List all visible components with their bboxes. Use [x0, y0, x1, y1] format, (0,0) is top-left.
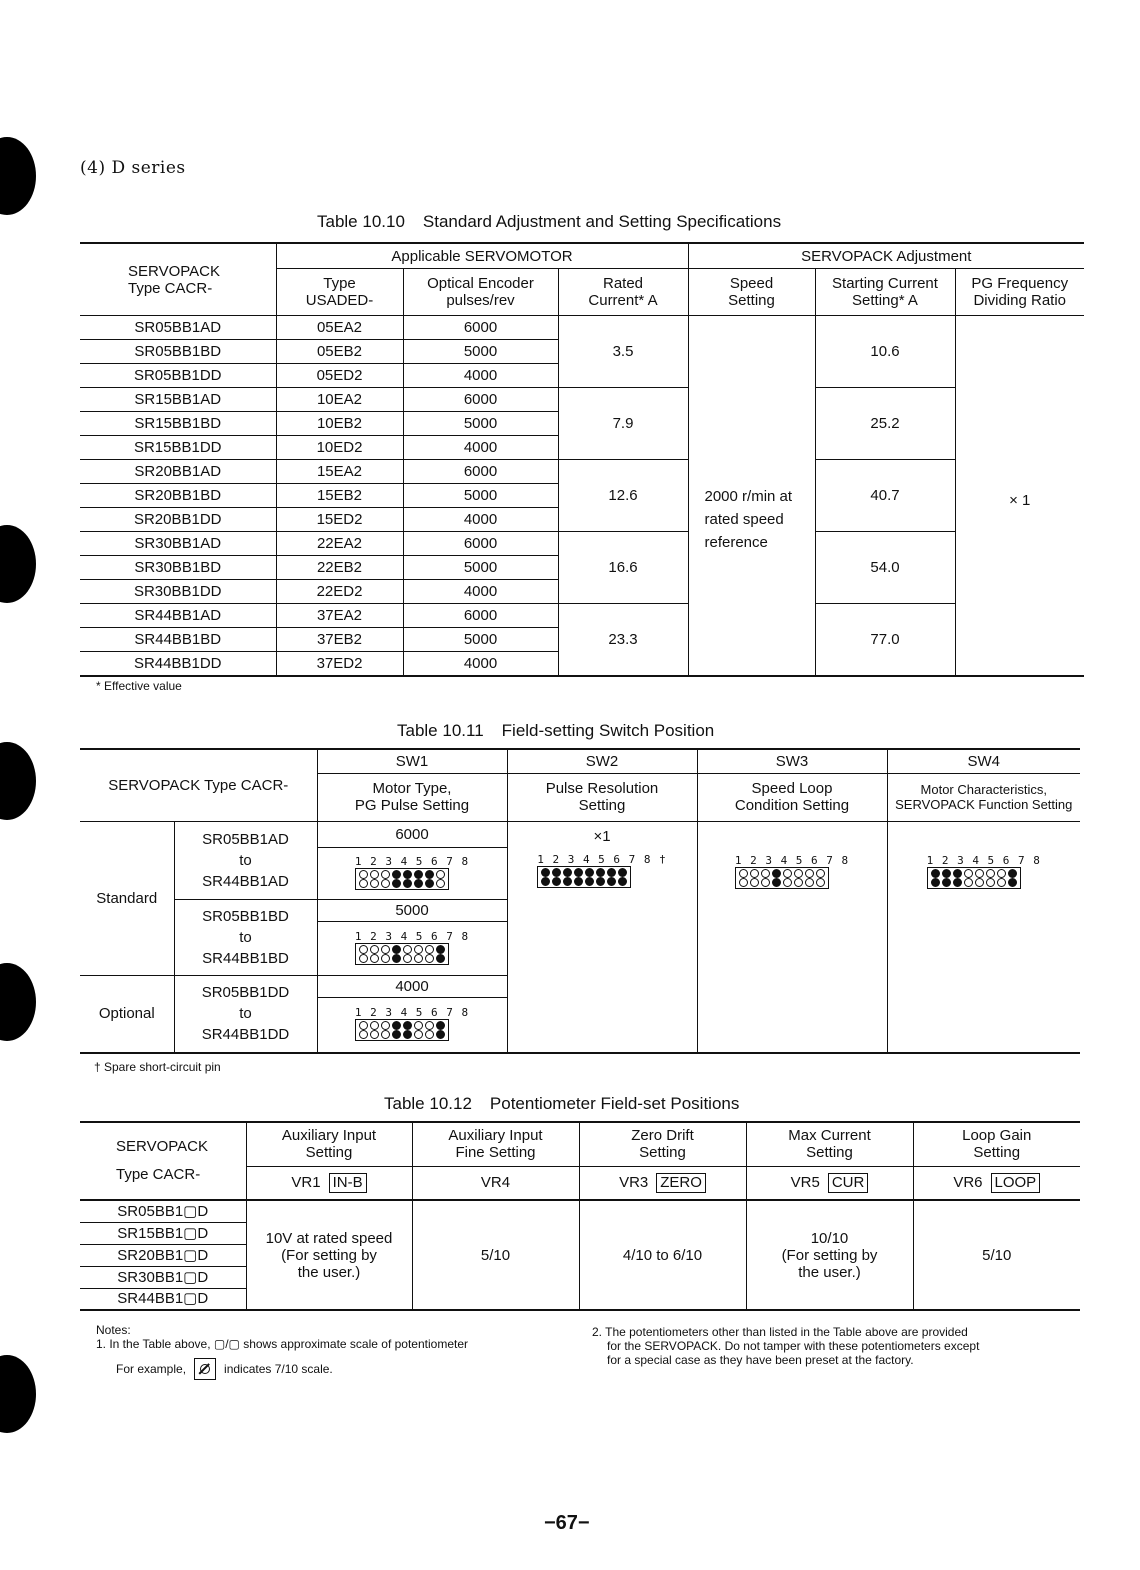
pin-open	[403, 945, 412, 954]
sw1-pins-cell: 1 2 3 4 5 6 7 8	[317, 847, 507, 899]
pin-open	[414, 954, 423, 963]
pin-open	[986, 869, 995, 878]
spec-row	[80, 532, 1084, 556]
encoder-pulses: 5000	[403, 556, 558, 580]
pot-row: SR44BB1▢D	[80, 1288, 246, 1310]
vr6-value: 5/10	[913, 1200, 1080, 1310]
switch-pin-row	[359, 1021, 445, 1030]
pin-shorted	[596, 877, 605, 886]
pin-open	[425, 945, 434, 954]
header-sw3: SW3	[697, 749, 887, 773]
header-servopack-adjustment: SERVOPACK Adjustment	[688, 243, 1084, 269]
pin-open	[816, 869, 825, 878]
pin-shorted	[618, 868, 627, 877]
pin-open	[761, 869, 770, 878]
rated-current: 12.6	[558, 460, 688, 532]
header-max-current: Max Current Setting	[746, 1122, 913, 1166]
pin-shorted	[425, 879, 434, 888]
starting-current: 77.0	[815, 604, 955, 677]
pin-shorted	[541, 868, 550, 877]
pin-open	[381, 1030, 390, 1039]
pin-shorted	[541, 877, 550, 886]
sw3-setting: 1 2 3 4 5 6 7 8	[697, 821, 887, 1053]
note-example: For example, indicates 7/10 scale.	[116, 1358, 333, 1380]
vr5-value: 10/10 (For setting by the user.)	[746, 1200, 913, 1310]
pin-shorted	[392, 870, 401, 879]
note-1: 1. In the Table above, ▢/▢ shows approximate scale of potentiometer	[96, 1337, 468, 1351]
pin-open	[370, 870, 379, 879]
pin-open	[761, 878, 770, 887]
starting-current: 25.2	[815, 388, 955, 460]
pot-row: SR20BB1▢D	[80, 1244, 246, 1266]
header-loop-gain: Loop Gain Setting	[913, 1122, 1080, 1166]
motor-type: 10EB2	[276, 412, 403, 436]
pin-shorted	[392, 945, 401, 954]
pin-shorted	[436, 954, 445, 963]
switch-pin-row	[931, 869, 1017, 878]
motor-type: 05EA2	[276, 316, 403, 340]
sw1-pins-ad	[355, 868, 449, 890]
pin-open	[794, 869, 803, 878]
switch-pin-row	[359, 945, 445, 954]
pin-open	[425, 1021, 434, 1030]
binder-hole	[0, 1355, 36, 1433]
pin-open	[359, 870, 368, 879]
motor-type: 37EA2	[276, 604, 403, 628]
pin-open	[436, 870, 445, 879]
servopack-type: SR15BB1DD	[80, 436, 276, 460]
header-starting-current: Starting Current Setting* A	[815, 269, 955, 316]
table1-caption: Table 10.10 Standard Adjustment and Setting Specifications	[317, 212, 782, 231]
pin-open	[739, 878, 748, 887]
encoder-pulses: 4000	[403, 652, 558, 677]
pin-open	[414, 1030, 423, 1039]
sw1-pulse-5000: 5000	[317, 899, 507, 921]
header-sw2: SW2	[507, 749, 697, 773]
pin-open	[805, 869, 814, 878]
encoder-pulses: 6000	[403, 460, 558, 484]
encoder-pulses: 6000	[403, 604, 558, 628]
adjustment-spec-table	[80, 242, 1084, 677]
speed-setting-line: 2000 r/min at	[704, 488, 793, 505]
switch-pin-row	[541, 868, 627, 877]
range-ad: SR05BB1AD to SR44BB1AD	[174, 821, 317, 899]
sw1-pins-dd	[355, 1019, 449, 1041]
motor-type: 10ED2	[276, 436, 403, 460]
sw1-pins-cell: 1 2 3 4 5 6 7 8	[317, 997, 507, 1053]
rated-current: 23.3	[558, 604, 688, 677]
pin-shorted	[563, 868, 572, 877]
servopack-type: SR44BB1BD	[80, 628, 276, 652]
pin-shorted	[552, 868, 561, 877]
header-aux-input: Auxiliary Input Setting	[246, 1122, 412, 1166]
switch-pin-row	[739, 869, 825, 878]
vr1-value: 10V at rated speed (For setting by the user.)	[246, 1200, 412, 1310]
switch-pin-row	[739, 878, 825, 887]
pin-open	[436, 879, 445, 888]
table2-caption: Table 10.11 Field-setting Switch Position	[397, 721, 715, 740]
pin-open	[370, 1021, 379, 1030]
starting-current: 40.7	[815, 460, 955, 532]
encoder-pulses: 5000	[403, 340, 558, 364]
header-servopack: SERVOPACK Type CACR-	[80, 243, 276, 316]
header-type: Type USADED-	[276, 269, 403, 316]
servopack-type: SR15BB1AD	[80, 388, 276, 412]
encoder-pulses: 6000	[403, 388, 558, 412]
pin-open	[739, 869, 748, 878]
rated-current: 7.9	[558, 388, 688, 460]
servopack-type: SR30BB1DD	[80, 580, 276, 604]
servopack-type: SR05BB1DD	[80, 364, 276, 388]
pin-shorted	[392, 1030, 401, 1039]
sw2-pins	[537, 866, 631, 888]
header-applicable-servomotor: Applicable SERVOMOTOR	[276, 243, 688, 269]
motor-type: 22EB2	[276, 556, 403, 580]
sw2-description: Pulse Resolution Setting	[507, 773, 697, 821]
pin-open	[750, 869, 759, 878]
motor-type: 05EB2	[276, 340, 403, 364]
sw1-pins-cell: 1 2 3 4 5 6 7 8	[317, 921, 507, 975]
pin-open	[359, 879, 368, 888]
encoder-pulses: 5000	[403, 628, 558, 652]
pin-open	[414, 1021, 423, 1030]
header-zero-drift: Zero Drift Setting	[579, 1122, 746, 1166]
encoder-pulses: 6000	[403, 532, 558, 556]
pin-open	[381, 954, 390, 963]
pin-open	[381, 870, 390, 879]
pin-shorted	[392, 879, 401, 888]
pin-open	[794, 878, 803, 887]
pin-shorted	[772, 878, 781, 887]
pin-open	[370, 1030, 379, 1039]
motor-type: 15ED2	[276, 508, 403, 532]
pin-open	[414, 945, 423, 954]
sw4-setting: 1 2 3 4 5 6 7 8	[887, 821, 1080, 1053]
vr4-value: 5/10	[412, 1200, 579, 1310]
pin-open	[370, 954, 379, 963]
pin-shorted	[552, 877, 561, 886]
pin-open	[986, 878, 995, 887]
pin-shorted	[953, 869, 962, 878]
pin-open	[370, 945, 379, 954]
optional-label: Optional	[80, 975, 174, 1053]
pin-shorted	[942, 878, 951, 887]
pin-open	[425, 1030, 434, 1039]
encoder-pulses: 4000	[403, 364, 558, 388]
potentiometer-scale-icon	[194, 1358, 216, 1380]
pin-open	[997, 869, 1006, 878]
motor-type: 15EB2	[276, 484, 403, 508]
pin-open	[975, 869, 984, 878]
header-speed-setting: Speed Setting	[688, 269, 815, 316]
pin-shorted	[931, 878, 940, 887]
pin-shorted	[425, 870, 434, 879]
motor-type: 22EA2	[276, 532, 403, 556]
pin-open	[964, 878, 973, 887]
vr4-header: VR4	[412, 1166, 579, 1200]
servopack-type: SR15BB1BD	[80, 412, 276, 436]
switch-pin-row	[359, 954, 445, 963]
spec-row	[80, 460, 1084, 484]
pin-shorted	[414, 870, 423, 879]
pin-shorted	[436, 1030, 445, 1039]
pin-shorted	[574, 868, 583, 877]
encoder-pulses: 6000	[403, 316, 558, 340]
sw1-pulse-4000: 4000	[317, 975, 507, 997]
header-encoder: Optical Encoder pulses/rev	[403, 269, 558, 316]
pin-shorted	[574, 877, 583, 886]
pot-row: SR05BB1▢D	[80, 1200, 246, 1222]
pin-open	[805, 878, 814, 887]
pin-open	[975, 878, 984, 887]
pin-shorted	[942, 869, 951, 878]
pin-shorted	[403, 1021, 412, 1030]
speed-setting-line: rated speed	[704, 511, 784, 528]
pin-shorted	[931, 869, 940, 878]
sw1-description: Motor Type, PG Pulse Setting	[317, 773, 507, 821]
pin-shorted	[607, 868, 616, 877]
pin-shorted	[772, 869, 781, 878]
pin-open	[359, 945, 368, 954]
vr6-header: VR6 LOOP	[913, 1166, 1080, 1200]
motor-type: 37ED2	[276, 652, 403, 677]
sw1-pulse-6000: 6000	[317, 821, 507, 847]
pin-shorted	[1008, 869, 1017, 878]
header-aux-fine: Auxiliary Input Fine Setting	[412, 1122, 579, 1166]
table2-footnote: † Spare short-circuit pin	[94, 1060, 221, 1074]
binder-hole	[0, 137, 36, 215]
spec-row	[80, 388, 1084, 412]
vr1-header: VR1 IN-B	[246, 1166, 412, 1200]
starting-current: 10.6	[815, 316, 955, 388]
encoder-pulses: 5000	[403, 412, 558, 436]
speed-setting-line: reference	[704, 534, 768, 551]
motor-type: 10EA2	[276, 388, 403, 412]
table1-footnote: * Effective value	[96, 679, 182, 693]
potentiometer-table	[80, 1121, 1080, 1311]
notes-heading: Notes:	[96, 1323, 131, 1337]
starting-current: 54.0	[815, 532, 955, 604]
servopack-type: SR30BB1BD	[80, 556, 276, 580]
servopack-type: SR44BB1DD	[80, 652, 276, 677]
header-servopack-type: SERVOPACK Type CACR-	[80, 749, 317, 821]
pin-open	[783, 878, 792, 887]
page-number: −67−	[544, 1512, 590, 1534]
pin-shorted	[953, 878, 962, 887]
pin-open	[997, 878, 1006, 887]
servopack-type: SR30BB1AD	[80, 532, 276, 556]
servopack-type: SR20BB1DD	[80, 508, 276, 532]
standard-label: Standard	[80, 821, 174, 975]
vr3-header: VR3 ZERO	[579, 1166, 746, 1200]
pin-shorted	[585, 877, 594, 886]
pin-shorted	[403, 1030, 412, 1039]
spec-row	[80, 316, 1084, 340]
pin-shorted	[585, 868, 594, 877]
pin-open	[381, 879, 390, 888]
binder-hole	[0, 742, 36, 820]
pin-open	[359, 1021, 368, 1030]
pin-shorted	[392, 954, 401, 963]
pin-shorted	[403, 879, 412, 888]
binder-hole	[0, 525, 36, 603]
sw1-pins-bd	[355, 943, 449, 965]
switch-pin-row	[359, 1030, 445, 1039]
pin-open	[750, 878, 759, 887]
range-dd: SR05BB1DD to SR44BB1DD	[174, 975, 317, 1053]
pin-shorted	[414, 879, 423, 888]
servopack-type: SR05BB1AD	[80, 316, 276, 340]
spare-pin-mark: †	[659, 852, 667, 866]
pin-open	[783, 869, 792, 878]
pin-shorted	[563, 877, 572, 886]
encoder-pulses: 4000	[403, 508, 558, 532]
pg-dividing-ratio: × 1	[955, 316, 1084, 677]
pin-open	[359, 954, 368, 963]
encoder-pulses: 4000	[403, 436, 558, 460]
section-title: (4) D series	[80, 158, 186, 178]
pin-shorted	[436, 945, 445, 954]
switch-pin-row	[359, 870, 445, 879]
header-pg-ratio: PG Frequency Dividing Ratio	[955, 269, 1084, 316]
pin-shorted	[392, 1021, 401, 1030]
switch-pin-row	[931, 878, 1017, 887]
speed-setting	[688, 316, 815, 677]
pin-open	[964, 869, 973, 878]
pin-open	[425, 954, 434, 963]
sw3-pins	[735, 867, 829, 889]
rated-current: 16.6	[558, 532, 688, 604]
pin-shorted	[436, 1021, 445, 1030]
binder-hole	[0, 963, 36, 1041]
pin-open	[381, 1021, 390, 1030]
sw4-description: Motor Characteristics, SERVOPACK Function Setting	[887, 773, 1080, 821]
vr5-header: VR5 CUR	[746, 1166, 913, 1200]
pin-open	[381, 945, 390, 954]
motor-type: 05ED2	[276, 364, 403, 388]
spec-row	[80, 604, 1084, 628]
header-sw4: SW4	[887, 749, 1080, 773]
header-sw1: SW1	[317, 749, 507, 773]
servopack-type: SR20BB1BD	[80, 484, 276, 508]
pot-row: SR30BB1▢D	[80, 1266, 246, 1288]
servopack-type: SR44BB1AD	[80, 604, 276, 628]
sw2-setting: ×1 1 2 3 4 5 6 7 8 †	[507, 821, 697, 1053]
header-servopack: SERVOPACK Type CACR-	[80, 1122, 246, 1200]
pin-shorted	[618, 877, 627, 886]
vr3-value: 4/10 to 6/10	[579, 1200, 746, 1310]
pin-open	[403, 954, 412, 963]
pin-shorted	[1008, 878, 1017, 887]
pin-open	[816, 878, 825, 887]
rated-current: 3.5	[558, 316, 688, 388]
pin-shorted	[596, 868, 605, 877]
range-bd: SR05BB1BD to SR44BB1BD	[174, 899, 317, 975]
switch-pin-row	[359, 879, 445, 888]
pin-open	[359, 1030, 368, 1039]
motor-type: 37EB2	[276, 628, 403, 652]
sw4-pins	[927, 867, 1021, 889]
switch-position-table	[80, 748, 1080, 1054]
motor-type: 15EA2	[276, 460, 403, 484]
pot-row: SR15BB1▢D	[80, 1222, 246, 1244]
pin-shorted	[607, 877, 616, 886]
servopack-type: SR20BB1AD	[80, 460, 276, 484]
pin-open	[370, 879, 379, 888]
header-rated-current: Rated Current* A	[558, 269, 688, 316]
encoder-pulses: 5000	[403, 484, 558, 508]
motor-type: 22ED2	[276, 580, 403, 604]
encoder-pulses: 4000	[403, 580, 558, 604]
pin-shorted	[403, 870, 412, 879]
sw3-description: Speed Loop Condition Setting	[697, 773, 887, 821]
table3-caption: Table 10.12 Potentiometer Field-set Positions	[384, 1094, 740, 1113]
servopack-type: SR05BB1BD	[80, 340, 276, 364]
switch-pin-row	[541, 877, 627, 886]
note-2: 2. The potentiometers other than listed in the Table above are provided for the SERVOPACK. Do not tamper with these potentiometers except for a special case as they have been preset at the factory.	[592, 1325, 980, 1367]
